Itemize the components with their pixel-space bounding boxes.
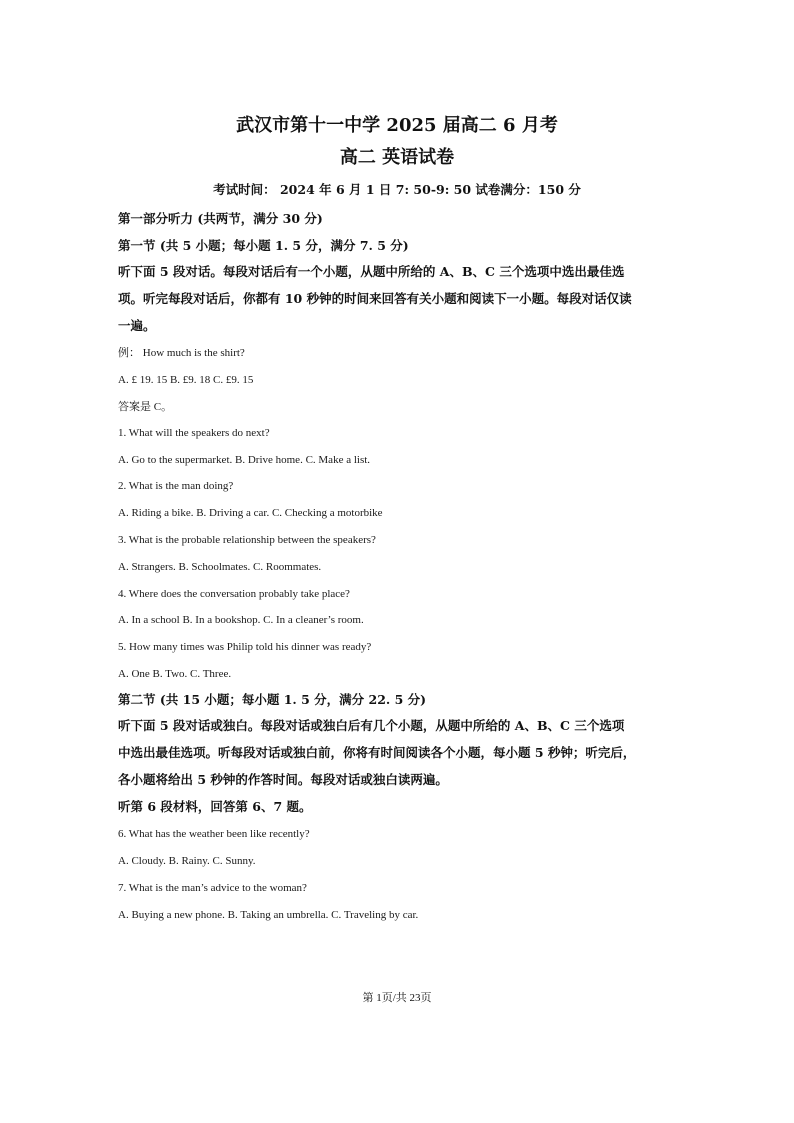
question-1-options: A. Go to the supermarket. B. Drive home. C. Make a list. — [118, 454, 371, 466]
page-number: 第 1页/共 23页 — [362, 992, 432, 1004]
section1-instructions-line: 一遍。 — [118, 318, 156, 333]
question-7: 7. What is the man’s advice to the woman? — [118, 882, 307, 894]
part1-heading: 第一部分听力 (共两节，满分 30 分) — [118, 211, 323, 226]
section1-instructions-line: 听下面 5 段对话。每段对话后有一个小题，从题中所给的 A、B、C 三个选项中选出最佳选 — [118, 264, 625, 279]
question-2-options: A. Riding a bike. B. Driving a car. C. Checking a motorbike — [118, 507, 383, 519]
question-3: 3. What is the probable relationship between the speakers? — [118, 534, 376, 546]
question-3-options: A. Strangers. B. Schoolmates. C. Roommates. — [118, 561, 322, 573]
question-2: 2. What is the man doing? — [118, 480, 234, 492]
section1-heading: 第一节 (共 5 小题；每小题 1. 5 分，满分 7. 5 分) — [118, 238, 409, 253]
question-7-options: A. Buying a new phone. B. Taking an umbrella. C. Traveling by car. — [118, 909, 419, 921]
exam-subtitle: 高二 英语试卷 — [339, 147, 455, 168]
exam-title: 武汉市第十一中学 2025 届高二 6 月考 — [236, 115, 558, 136]
example-options: A. £ 19. 15 B. £9. 18 C. £9. 15 — [118, 374, 254, 386]
exam-info: 考试时间： 2024 年 6 月 1 日 7: 50-9: 50 试卷满分：150 分 — [213, 182, 581, 197]
section2-heading: 第二节 (共 15 小题；每小题 1. 5 分，满分 22. 5 分) — [118, 692, 427, 707]
section2-instructions-line: 听下面 5 段对话或独白。每段对话或独白后有几个小题，从题中所给的 A、B、C 三个选项 — [118, 718, 625, 733]
question-1: 1. What will the speakers do next? — [118, 427, 270, 439]
section2-instructions-line: 各小题将给出 5 秒钟的作答时间。每段对话或独白读两遍。 — [118, 772, 448, 787]
example-answer: 答案是 C。 — [118, 401, 173, 413]
question-5: 5. How many times was Philip told his dinner was ready? — [118, 641, 372, 653]
section2-instructions-line: 中选出最佳选项。听每段对话或独白前，你将有时间阅读各个小题，每小题 5 秒钟；听完后， — [118, 745, 636, 760]
example-question: 例： How much is the shirt? — [118, 347, 245, 359]
question-4: 4. Where does the conversation probably take place? — [118, 588, 350, 600]
material-note: 听第 6 段材料，回答第 6、7 题。 — [118, 799, 312, 814]
section1-instructions-line: 项。听完每段对话后，你都有 10 秒钟的时间来回答有关小题和阅读下一小题。每段对话仅读 — [118, 291, 632, 306]
question-6: 6. What has the weather been like recently? — [118, 828, 310, 840]
question-4-options: A. In a school B. In a bookshop. C. In a cleaner’s room. — [118, 614, 364, 626]
question-5-options: A. One B. Two. C. Three. — [118, 668, 232, 680]
question-6-options: A. Cloudy. B. Rainy. C. Sunny. — [118, 855, 256, 867]
